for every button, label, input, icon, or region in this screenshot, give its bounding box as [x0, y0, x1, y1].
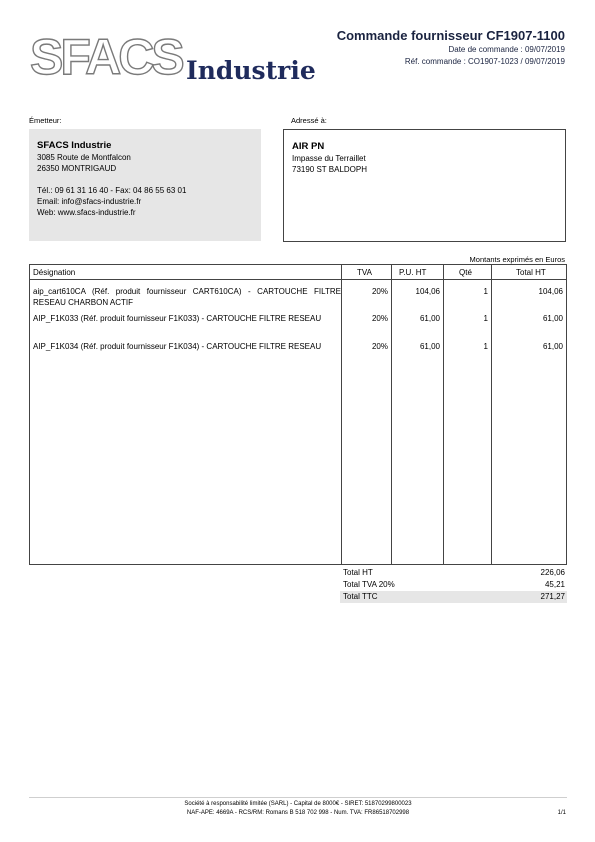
sender-address-line2: 26350 MONTRIGAUD — [37, 164, 117, 173]
row-quantity: 1 — [483, 342, 488, 351]
row-total: 104,06 — [538, 287, 563, 296]
sender-box — [29, 129, 261, 241]
recipient-label: Adressé à: — [291, 116, 327, 125]
column-header-quantity: Qté — [459, 268, 472, 277]
column-divider — [443, 265, 444, 564]
total-ht-label: Total HT — [343, 568, 373, 577]
total-tva-value: 45,21 — [544, 580, 565, 589]
column-divider — [391, 265, 392, 564]
footer-legal-line2: NAF-APE: 4669A - RCS/RM: Romans B 518 702 998 - Num. TVA: FR86518702998 — [186, 810, 410, 816]
sender-phone: Tél.: 09 61 31 16 40 - Fax: 04 86 55 63 01 — [37, 186, 187, 195]
row-designation: aip_cart610CA (Réf. produit fournisseur CART610CA) - CARTOUCHE FILTRE RESEAU CHARBON ACTIF — [33, 287, 341, 307]
row-total: 61,00 — [542, 342, 563, 351]
row-tva: 20% — [371, 314, 388, 323]
row-tva: 20% — [371, 287, 388, 296]
totals-block — [340, 567, 567, 603]
row-designation: AIP_F1K034 (Réf. produit fournisseur F1K034) - CARTOUCHE FILTRE RESEAU — [33, 342, 322, 351]
total-ttc-label: Total TTC — [343, 592, 378, 601]
total-tva-label: Total TVA 20% — [343, 580, 395, 589]
column-divider — [491, 265, 492, 564]
items-table — [29, 264, 567, 565]
column-header-designation: Désignation — [33, 268, 76, 277]
row-unit-price: 104,06 — [415, 287, 440, 296]
recipient-address-line1: Impasse du Terraillet — [292, 154, 366, 163]
order-reference: Réf. commande : CO1907-1023 / 09/07/2019 — [404, 57, 565, 66]
row-total: 61,00 — [542, 314, 563, 323]
total-ht-row — [340, 567, 567, 579]
footer-legal-line1: Société à responsabilité limitée (SARL) - Capital de 8000€ - SIRET: 51870299800023 — [184, 801, 412, 807]
column-header-tva: TVA — [357, 268, 372, 277]
total-ttc-row — [340, 591, 567, 603]
row-quantity: 1 — [483, 287, 488, 296]
logo-mark: SFACS — [30, 29, 182, 85]
sender-label: Émetteur: — [29, 116, 62, 125]
page-number: 1/1 — [557, 810, 566, 816]
company-logo — [30, 29, 320, 88]
recipient-address-line2: 73190 ST BALDOPH — [292, 165, 368, 174]
total-tva-row — [340, 579, 567, 591]
sender-name: SFACS Industrie — [37, 140, 112, 151]
header-divider — [30, 279, 566, 280]
recipient-box — [283, 129, 566, 242]
row-unit-price: 61,00 — [419, 342, 440, 351]
sender-website: Web: www.sfacs-industrie.fr — [37, 208, 136, 217]
total-ttc-value: 271,27 — [540, 592, 565, 601]
sender-address-line1: 3085 Route de Montfalcon — [37, 153, 131, 162]
currency-note: Montants exprimés en Euros — [469, 255, 565, 264]
row-tva: 20% — [371, 342, 388, 351]
document-title: Commande fournisseur CF1907-1100 — [336, 28, 565, 43]
row-quantity: 1 — [483, 314, 488, 323]
column-header-total: Total HT — [516, 268, 546, 277]
logo-wordmark: Industrie — [186, 56, 316, 85]
footer-divider — [29, 797, 567, 798]
recipient-name: AIR PN — [292, 141, 325, 152]
row-unit-price: 61,00 — [419, 314, 440, 323]
column-divider — [341, 265, 342, 564]
sender-email: Email: info@sfacs-industrie.fr — [37, 197, 142, 206]
order-date: Date de commande : 09/07/2019 — [448, 45, 565, 54]
row-designation: AIP_F1K033 (Réf. produit fournisseur F1K033) - CARTOUCHE FILTRE RESEAU — [33, 314, 322, 323]
total-ht-value: 226,06 — [540, 568, 565, 577]
column-header-unit-price: P.U. HT — [399, 268, 427, 277]
